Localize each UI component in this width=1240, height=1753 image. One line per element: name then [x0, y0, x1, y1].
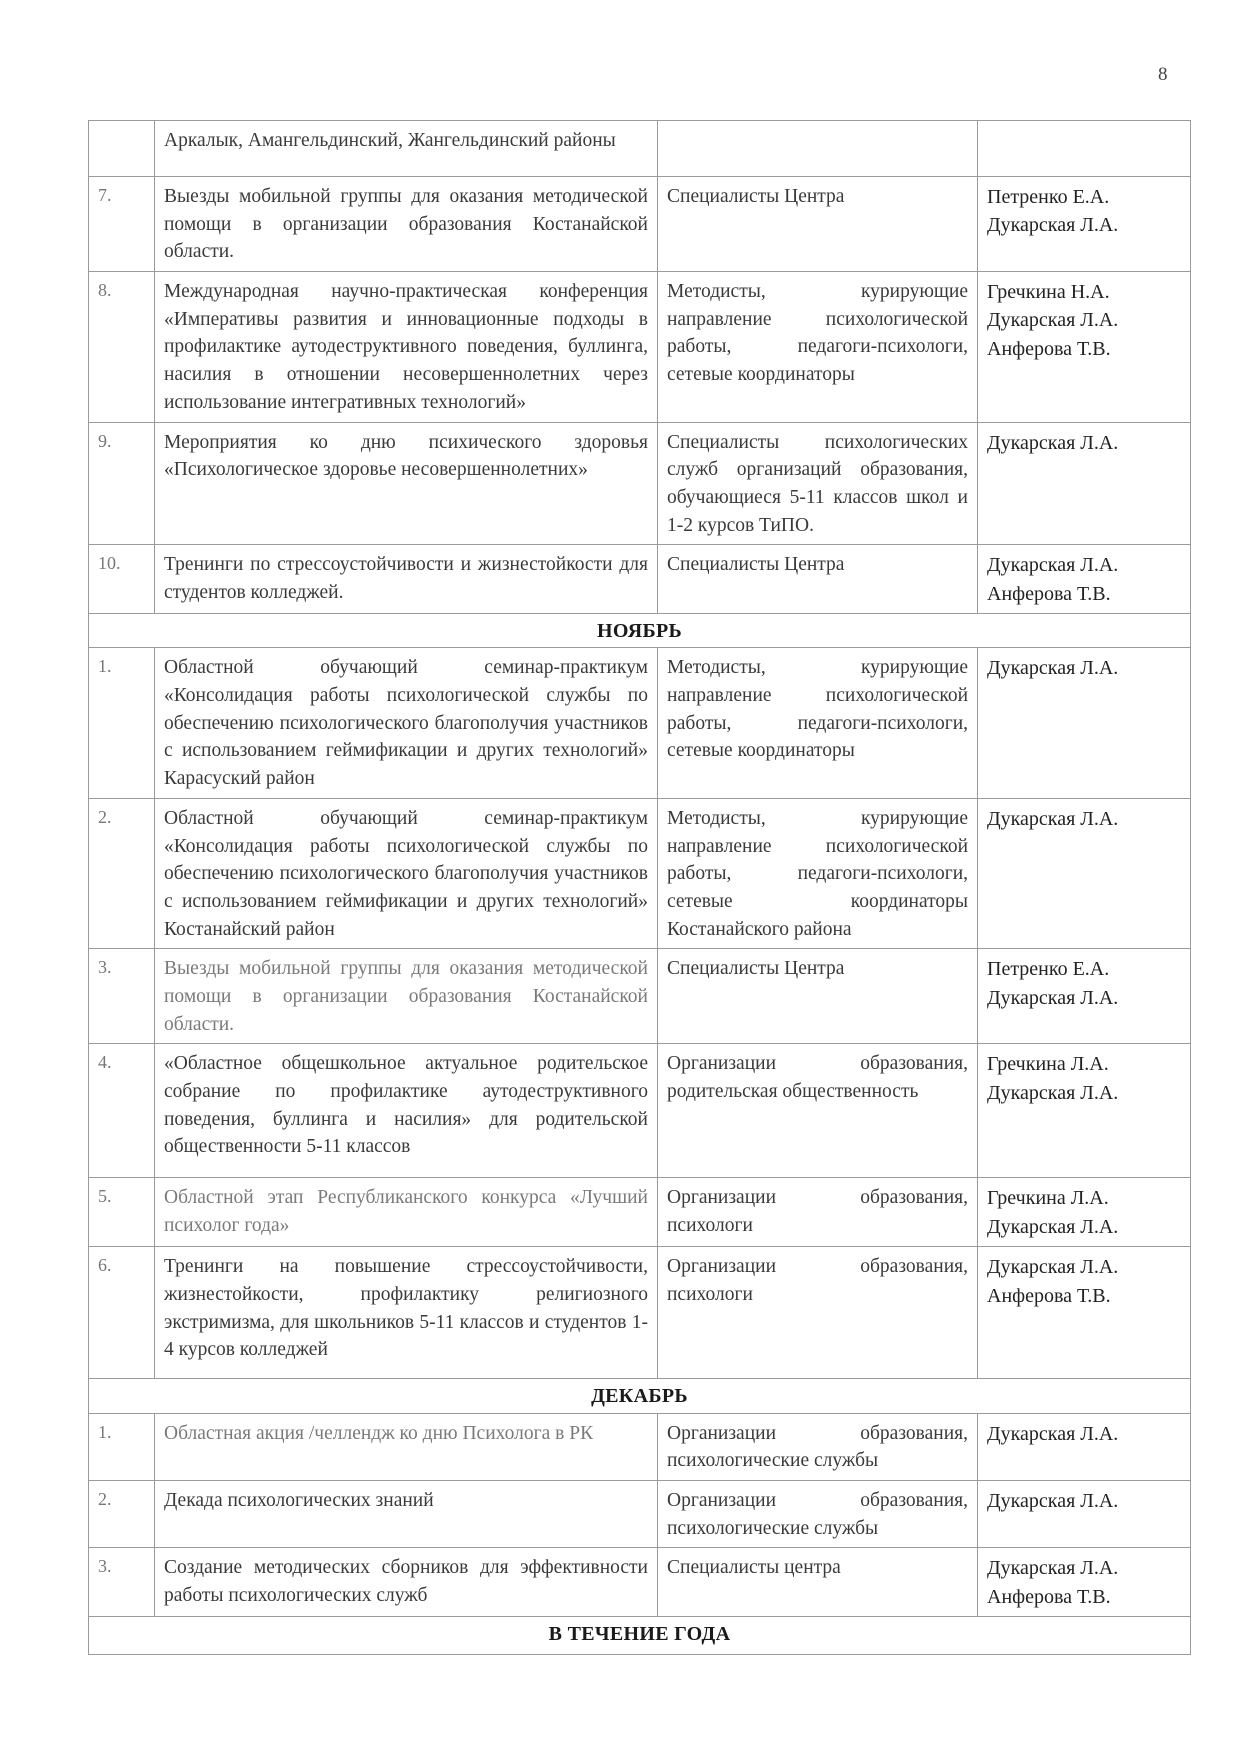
plan-table-body	[89, 121, 1191, 1655]
event-description: Тренинги по стрессоустойчивости и жизнестойкости для студентов колледжей.	[155, 545, 658, 614]
table-row	[89, 121, 1191, 177]
participants-cell	[658, 121, 978, 177]
participants-cell: Организации образования, психологи	[658, 1178, 978, 1247]
table-row	[89, 798, 1191, 948]
month-section-row	[89, 1617, 1191, 1655]
responsible-cell	[978, 1044, 1191, 1178]
table-row	[89, 949, 1191, 1044]
table-row	[89, 1178, 1191, 1247]
participants-cell: Методисты, курирующие направление психологической работы, педагоги-психологи, сетевые координаторы	[658, 272, 978, 422]
participants-cell: Организации образования, родительская общественность	[658, 1044, 978, 1178]
responsible-person: Петренко Е.А.	[987, 186, 1110, 208]
event-description: Областная акция /челлендж ко дню Психолога в РК	[155, 1413, 658, 1480]
responsible-cell	[978, 177, 1191, 272]
row-number: 7.	[89, 177, 155, 272]
responsible-person: Дукарская Л.А.	[987, 1256, 1119, 1279]
table-row	[89, 272, 1191, 422]
month-section-header: В ТЕЧЕНИЕ ГОДА	[89, 1617, 1191, 1655]
responsible-person: Дукарская Л.А.	[987, 1489, 1119, 1512]
month-section-header: НОЯБРЬ	[89, 614, 1191, 648]
page-number: 8	[1158, 64, 1168, 85]
responsible-cell	[978, 422, 1191, 545]
responsible-person: Дукарская Л.А.	[987, 431, 1119, 454]
row-number: 1.	[89, 1413, 155, 1480]
responsible-person: Анферова Т.В.	[987, 1585, 1111, 1608]
event-description: Создание методических сборников для эффективности работы психологических служб	[155, 1548, 658, 1617]
participants-cell: Методисты, курирующие направление психологической работы, педагоги-психологи, сетевые координаторы Костанайского района	[658, 798, 978, 948]
responsible-cell	[978, 1247, 1191, 1379]
month-section-header: ДЕКАБРЬ	[89, 1379, 1191, 1413]
table-row	[89, 1413, 1191, 1480]
responsible-cell	[978, 1178, 1191, 1247]
participants-cell: Организации образования, психологические службы	[658, 1480, 978, 1547]
participants-cell: Специалисты центра	[658, 1548, 978, 1617]
responsible-cell	[978, 121, 1191, 177]
row-number	[89, 121, 155, 177]
event-description: Международная научно-практическая конференция «Императивы развития и инновационные подходы в профилактике аутодеструктивного поведения, буллинга, насилия в отношении несовершеннолетних через использование интегративных технологий»	[155, 272, 658, 422]
row-number: 2.	[89, 798, 155, 948]
responsible-cell	[978, 272, 1191, 422]
event-description: Областной этап Республиканского конкурса «Лучший психолог года»	[155, 1178, 658, 1247]
row-number: 5.	[89, 1178, 155, 1247]
responsible-person: Дукарская Л.А.	[987, 309, 1119, 332]
table-row	[89, 1548, 1191, 1617]
event-description: Выезды мобильной группы для оказания методической помощи в организации образования Костанайской области.	[155, 949, 658, 1044]
responsible-person: Дукарская Л.А.	[987, 554, 1119, 577]
participants-cell: Организации образования, психологи	[658, 1247, 978, 1379]
table-row	[89, 545, 1191, 614]
responsible-person: Петренко Е.А.	[987, 958, 1110, 981]
participants-cell: Специалисты Центра	[658, 177, 978, 272]
event-description: Декада психологических знаний	[155, 1480, 658, 1547]
event-description: Аркалык, Амангельдинский, Жангельдинский районы	[155, 121, 658, 177]
event-description: Областной обучающий семинар-практикум «Консолидация работы психологической службы по обеспечению психологического благополучия участников с использованием геймификации и других технологий» Костанайский район	[155, 798, 658, 948]
responsible-person: Гречкина Н.А.	[987, 281, 1110, 304]
row-number: 1.	[89, 648, 155, 798]
participants-cell: Организации образования, психологические службы	[658, 1413, 978, 1480]
month-section-row	[89, 1379, 1191, 1413]
responsible-cell	[978, 1480, 1191, 1547]
responsible-person: Дукарская Л.А.	[987, 986, 1119, 1009]
responsible-person: Дукарская Л.А.	[987, 657, 1119, 680]
responsible-person: Анферова Т.В.	[987, 582, 1111, 605]
responsible-person: Гречкина Л.А.	[987, 1187, 1109, 1210]
responsible-person: Гречкина Л.А.	[987, 1053, 1109, 1076]
row-number: 4.	[89, 1044, 155, 1178]
row-number: 2.	[89, 1480, 155, 1547]
responsible-person: Дукарская Л.А.	[987, 214, 1119, 237]
responsible-person: Дукарская Л.А.	[987, 1557, 1119, 1580]
responsible-person: Анферова Т.В.	[987, 337, 1111, 360]
table-row	[89, 177, 1191, 272]
responsible-cell	[978, 949, 1191, 1044]
responsible-person: Дукарская Л.А.	[987, 807, 1119, 830]
event-description: «Областное общешкольное актуальное родительское собрание по профилактике аутодеструктивного поведения, буллинга и насилия» для родительской общественности 5-11 классов	[155, 1044, 658, 1178]
responsible-person: Дукарская Л.А.	[987, 1081, 1119, 1104]
table-row	[89, 1247, 1191, 1379]
event-description: Областной обучающий семинар-практикум «Консолидация работы психологической службы по обеспечению психологического благополучия участников с использованием геймификации и других технологий» Карасуский район	[155, 648, 658, 798]
event-description: Выезды мобильной группы для оказания методической помощи в организации образования Костанайской области.	[155, 177, 658, 272]
row-number: 3.	[89, 1548, 155, 1617]
table-row	[89, 1480, 1191, 1547]
participants-cell: Специалисты Центра	[658, 545, 978, 614]
row-number: 6.	[89, 1247, 155, 1379]
plan-table	[88, 120, 1191, 1655]
table-row	[89, 1044, 1191, 1178]
event-description: Мероприятия ко дню психического здоровья «Психологическое здоровье несовершеннолетних»	[155, 422, 658, 545]
event-description: Тренинги на повышение стрессоустойчивости, жизнестойкости, профилактику религиозного экстримизма, для школьников 5-11 классов и студентов 1-4 курсов колледжей	[155, 1247, 658, 1379]
participants-cell: Специалисты психологических служб организаций образования, обучающиеся 5-11 классов школ и 1-2 курсов ТиПО.	[658, 422, 978, 545]
responsible-cell	[978, 545, 1191, 614]
participants-cell: Специалисты Центра	[658, 949, 978, 1044]
responsible-person: Анферова Т.В.	[987, 1284, 1111, 1307]
month-section-row	[89, 614, 1191, 648]
row-number: 3.	[89, 949, 155, 1044]
responsible-person: Дукарская Л.А.	[987, 1215, 1119, 1238]
responsible-person: Дукарская Л.А.	[987, 1422, 1119, 1445]
responsible-cell	[978, 1548, 1191, 1617]
row-number: 8.	[89, 272, 155, 422]
table-row	[89, 422, 1191, 545]
row-number: 9.	[89, 422, 155, 545]
responsible-cell	[978, 1413, 1191, 1480]
table-row	[89, 648, 1191, 798]
row-number: 10.	[89, 545, 155, 614]
responsible-cell	[978, 648, 1191, 798]
responsible-cell	[978, 798, 1191, 948]
participants-cell: Методисты, курирующие направление психологической работы, педагоги-психологи, сетевые координаторы	[658, 648, 978, 798]
